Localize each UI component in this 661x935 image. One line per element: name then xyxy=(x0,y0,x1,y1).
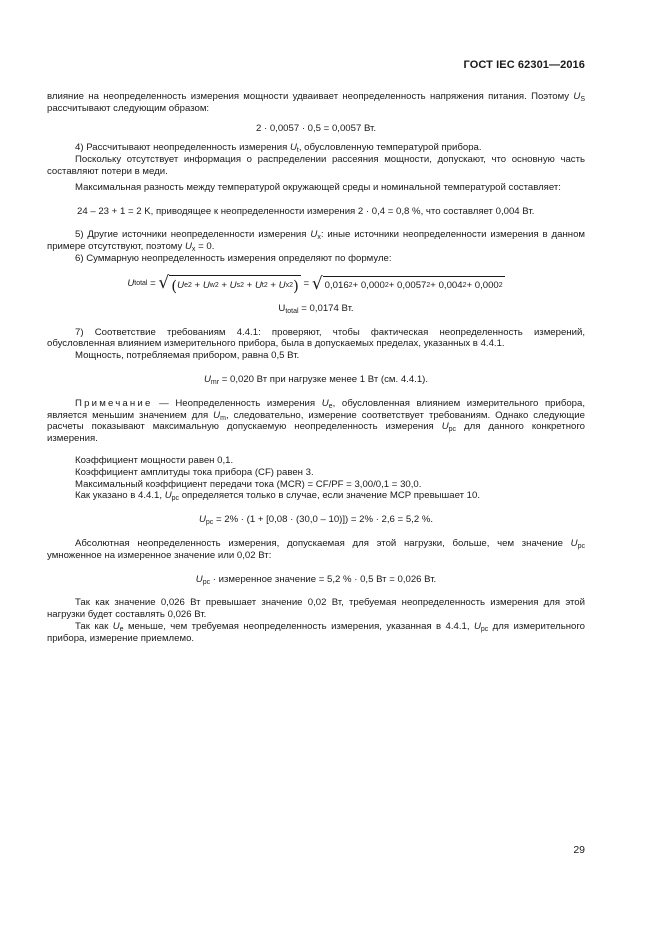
paragraph-required-uncertainty: Так как значение 0,026 Вт превышает значение 0,02 Вт, требуемая неопределенность измерения для этой нагрузки будет составлять 0,026 Вт. xyxy=(47,597,585,621)
formula-temperature: 24 – 23 + 1 = 2 K, приводящее к неопределенности измерения 2 · 0,4 = 0,8 %, что составляет 0,004 Вт. xyxy=(77,205,535,217)
standard-header: ГОСТ IEC 62301—2016 xyxy=(463,59,585,71)
formula-total-uncertainty: U total = √ ( U e 2 + U w 2 + U s 2 + U t 2 + U x 2 ) = √ 0,016 2 + 0,000 2 + 0,0057 2 + 0,004 2 + 0,000 2 xyxy=(127,272,503,295)
paragraph-step-4: 4) Рассчитывают неопределенность измерения $U_t$, обусловленную температурой прибора. xyxy=(75,142,482,155)
list-item-upc-condition: Как указано в 4.4.1, $U_{pc}$ определяется только в случае, если значение MCP превышает 10. xyxy=(75,490,481,503)
formula-total-value: $U_{total} = 0,0174$ Вт. xyxy=(278,302,354,315)
formula-umr: $U_{mr} = 0,020$ Вт при нагрузке менее 1 Вт (см. 4.4.1). xyxy=(203,373,429,386)
paragraph-conclusion: Так как $U_e$ меньше, чем требуемая неопределенность измерения, указанная в 4.4.1, $U_{pc}$ для измерительного прибора, измерение приемлемо. xyxy=(47,620,586,644)
paragraph-supply-uncertainty: влияние на неопределенность измерения мощности удваивает неопределенность напряжения питания. Поэтому $U_S$ рассчитывают следующим образом: xyxy=(47,91,585,114)
paragraph-step-7: 7) Соответствие требованиям 4.4.1: проверяют, чтобы фактическая неопределенность измерений, обусловленная влиянием измерительного прибора, была в допускаемых пределах, указанных в 4.4.1. xyxy=(47,326,585,350)
page-number: 29 xyxy=(573,844,585,856)
note-label: Примечание xyxy=(75,397,153,409)
formula-upc: $U_{pc} = 2\% \cdot (1 + [0,08 \cdot (30,0 - 10)]) = 2\% \cdot 2,6 = 5,2$ %. xyxy=(198,514,434,527)
list-item-power-factor: Коэффициент мощности равен 0,1. xyxy=(75,454,234,466)
paragraph-temperature-difference: Максимальная разность между температурой окружающей среды и номинальной температурой составляет: xyxy=(75,181,561,193)
paragraph-copper-losses: Поскольку отсутствует информация о распределении рассеяния мощности, допускают, что основную часть составляют потери в меди. xyxy=(47,154,585,177)
formula-measured-value: $U_{pc}$ · измеренное значение = 5,2 % · 0,5 Вт = 0,026 Вт. xyxy=(195,573,437,586)
note-paragraph: Примечание — Неопределенность измерения $U_e$, обусловленная влиянием измерительного прибора, является меньшим значением для $U_m$, следовательно, измерение соответствует требованиям. Однако следующие расчеты показывают максимальную допускаемую неопределенность измерения $U_{pc}$ для данного конкретного измерения. xyxy=(47,397,585,445)
paragraph-power-consumption: Мощность, потребляемая прибором, равна 0,5 Вт. xyxy=(75,350,300,362)
paragraph-absolute-uncertainty: Абсолютная неопределенность измерения, допускаемая для этой нагрузки, больше, чем значение $U_{pc}$ умноженное на измеренное значение или 0,02 Вт: xyxy=(47,537,585,561)
list-item-crest-factor: Коэффициент амплитуды тока прибора (CF) равен 3. xyxy=(75,466,314,478)
paragraph-step-6: 6) Суммарную неопределенность измерения определяют по формуле: xyxy=(75,252,392,264)
list-item-mcr: Максимальный коэффициент передачи тока (MCR) = CF/PF = 3,00/0,1 = 30,0. xyxy=(75,478,422,490)
paragraph-step-5: 5) Другие источники неопределенности измерения $U_x$: иные источники неопределенности измерения в данном примере отсутствуют, поэтому $U_x = 0$. xyxy=(47,229,585,254)
page-content xyxy=(47,91,585,645)
formula-us: 2 · 0,0057 · 0,5 = 0,0057 Вт. xyxy=(255,122,377,134)
